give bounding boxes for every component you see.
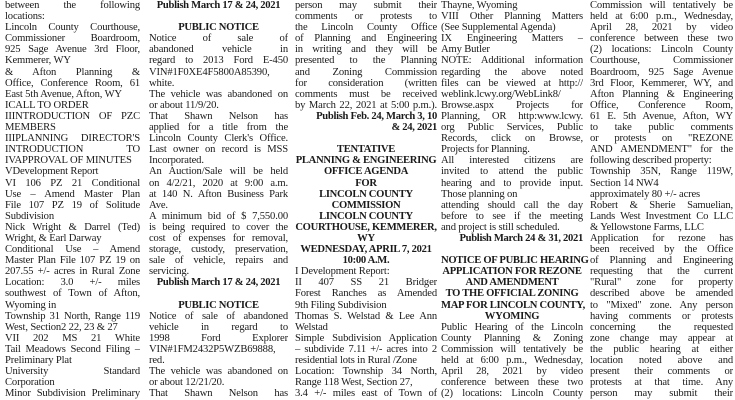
body-text-line: Records, click on Browse, xyxy=(441,133,583,145)
body-text-line: storage, custody, preservation, xyxy=(149,244,288,256)
newspaper-column-4 xyxy=(441,0,589,400)
body-text-line: regarding the above noted xyxy=(441,66,583,78)
body-text-line: and Zoning Commission xyxy=(295,66,437,78)
body-text-line: MEMBERS xyxy=(5,122,56,134)
body-text-line: location noted above and xyxy=(590,355,733,366)
body-text-line: (2) locations: Lincoln County xyxy=(441,388,583,400)
body-text-line: Ave. xyxy=(149,199,168,211)
body-text-line: Wright, & Earl Darway xyxy=(5,232,102,244)
body-text-line: 3rd Floor, Kemmerer, WY, and xyxy=(590,77,733,89)
heading-line: PUBLIC NOTICE xyxy=(178,299,259,311)
body-text-line: Wyoming in xyxy=(5,299,57,311)
body-text-line: VII 202 MS 21 White xyxy=(5,332,140,344)
body-text-line: – subdivide 7.11 +/- acres into 2 xyxy=(295,343,437,355)
body-text-line: the public hearing at either xyxy=(590,343,733,355)
body-text-line: Subdivision xyxy=(5,210,54,222)
heading-line: PLANNING & ENGINEERING xyxy=(295,155,437,167)
publish-date-line: Publish Feb. 24, March 3, 10 xyxy=(316,110,437,122)
heading-line: APPLICATION FOR REZONE xyxy=(442,266,582,278)
body-text-line: Section 14 NW4 xyxy=(590,177,659,189)
body-text-line: VIN#1FM2432P5WZB69888, xyxy=(149,343,276,355)
body-text-line: org Public Services, Public xyxy=(441,122,583,134)
body-text-line: Browse.aspx Projects for xyxy=(441,99,583,111)
blank-line xyxy=(441,244,583,255)
body-text-line: Lincoln County Courthouse, xyxy=(5,22,140,34)
body-text-line: VIII Other Planning Matters xyxy=(441,11,583,23)
body-text-line: in writing and they will be xyxy=(295,44,437,56)
body-text-line: All interested citizens are xyxy=(441,155,583,167)
body-text-line: Use – Amend Master Plan xyxy=(5,188,140,200)
body-text-line: to take public comments xyxy=(590,122,733,134)
body-text-line: sale of vehicle, repairs and xyxy=(149,255,288,267)
body-text-line: Location: Township 34 North, xyxy=(295,366,437,378)
body-text-line: IX Engineering Matters – xyxy=(441,33,583,45)
body-text-line: or about 11/9/20. xyxy=(149,99,219,111)
body-text-line: between the following xyxy=(5,0,140,11)
newspaper-column-5 xyxy=(590,0,733,399)
body-text-line: A minimum bid of $ 7,550.00 xyxy=(149,210,288,222)
body-text-line: VDevelopment Report xyxy=(5,166,99,178)
body-text-line: Last owner on record is MSS xyxy=(149,144,288,156)
body-text-line: Commissioner Boardroom, xyxy=(5,33,140,45)
heading-line: Publish March 17 & 24, 2021 xyxy=(156,277,281,289)
body-text-line: IIINTRODUCTION OF PZC xyxy=(5,110,140,122)
body-text-line: approximately 80 +/- acres xyxy=(590,188,701,200)
heading-line: NOTICE OF PUBLIC HEARING xyxy=(441,255,589,267)
body-text-line: of Planning and Engineering xyxy=(590,255,733,267)
body-text-line: cost of expenses for removal, xyxy=(149,232,288,244)
body-text-line: 207.55 +/- acres in Rural Zone xyxy=(5,266,140,278)
body-text-line: The vehicle was abandoned on xyxy=(149,366,288,378)
heading-line: TO THE OFFICIAL ZONING xyxy=(445,288,579,300)
heading-line: WYOMING xyxy=(484,310,540,322)
body-text-line: INTRODUCTION TO xyxy=(5,144,140,156)
body-text-line: Public Hearing of the Lincoln xyxy=(441,321,583,333)
body-text-line: 1998 Ford Explorer xyxy=(149,332,288,344)
body-text-line: before to see if the meeting xyxy=(441,210,583,222)
heading-line: Publish March 17 & 24, 2021 xyxy=(156,0,281,11)
body-text-line: The vehicle was abandoned on xyxy=(149,88,288,100)
heading-line: OFFICE AGENDA xyxy=(323,166,409,178)
heading-line: FOR xyxy=(355,177,377,189)
body-text-line: Nick Wright & Darrel (Ted) xyxy=(5,221,140,233)
body-text-line: Boardroom, 925 Sage Avenue xyxy=(590,66,733,78)
body-text-line: ICALL TO ORDER xyxy=(5,99,89,111)
body-text-line: I Development Report: xyxy=(295,266,390,278)
body-text-line: Township 35N, Range 119W, xyxy=(590,166,733,178)
heading-line: AND AMENDMENT xyxy=(465,277,559,289)
body-text-line: Minor Subdivision Preliminary xyxy=(5,388,140,400)
body-text-line: comments must be received xyxy=(295,88,437,100)
newspaper-column-3 xyxy=(295,0,437,399)
body-text-line: 925 Sage Avenue 3rd Floor, xyxy=(5,44,140,56)
body-text-line: at 140 N. Afton Business Park xyxy=(149,188,288,200)
body-text-line: hearing and to provide input. xyxy=(441,177,583,189)
body-text-line: Commission will tentatively be xyxy=(590,0,733,11)
newspaper-column-2 xyxy=(149,0,288,399)
heading-line: LINCOLN COUNTY xyxy=(319,210,413,222)
body-text-line: East 5th Avenue, Afton, WY xyxy=(5,88,122,100)
heading-line: WEDNESDAY, APRIL 7, 2021 xyxy=(300,244,432,256)
body-text-line: presented to the Planning xyxy=(295,55,437,67)
body-text-line: regard to 2013 Ford E-450 xyxy=(149,55,288,67)
body-text-line: applied for a title from the xyxy=(149,122,288,134)
body-text-line: present their comments or xyxy=(590,366,733,378)
body-text-line: Robert & Sherie Samuelian, xyxy=(590,199,733,211)
body-text-line: Township 31 North, Range 119 xyxy=(5,310,140,322)
body-text-line: locations: xyxy=(5,11,45,23)
body-text-line: Location: 3.0 +/- miles xyxy=(5,277,140,289)
publish-date-line: & 24, 2021 xyxy=(391,122,437,134)
body-text-line: red. xyxy=(149,355,165,366)
body-text-line: 9th Filing Subdivision xyxy=(295,299,387,311)
body-text-line: Forest Ranches as Amended xyxy=(295,288,437,300)
body-text-line: Lincoln County Clerk's Office. xyxy=(149,133,288,145)
body-text-line: conference between these two xyxy=(590,33,733,45)
body-text-line: by March 22, 2021 at 5:00 p.m.). xyxy=(295,99,437,111)
body-text-line: and project is still scheduled. xyxy=(441,221,560,233)
body-text-line: Simple Subdivision Application xyxy=(295,332,437,344)
body-text-line: invited to attend the public xyxy=(441,166,583,178)
body-text-line: Those planning on xyxy=(441,188,518,200)
body-text-line: attending should call the day xyxy=(441,199,583,211)
body-text-line: "Rural" zone for property xyxy=(590,277,733,289)
body-text-line: Office, Conference Room, xyxy=(590,99,733,111)
body-text-line: requesting that the current xyxy=(590,266,733,278)
body-text-line: (2) locations: Lincoln County xyxy=(590,44,733,56)
body-text-line: & Afton Planning & xyxy=(5,66,140,78)
body-text-line: is being required to cover the xyxy=(149,221,288,233)
body-text-line: Corporation xyxy=(5,377,55,389)
blank-line xyxy=(149,288,288,299)
publish-date-line: Publish March 24 & 31, 2021 xyxy=(459,232,583,244)
body-text-line: VI 106 PZ 21 Conditional xyxy=(5,177,140,189)
body-text-line: File 107 PZ 19 of Solitude xyxy=(5,199,140,211)
body-text-line: IVAPPROVAL OF MINUTES xyxy=(5,155,132,167)
body-text-line: April 28, 2021 by video xyxy=(441,366,583,378)
body-text-line: to "Mixed" zone. Any person xyxy=(590,299,733,311)
body-text-line: 61 E. 5th Avenue, Afton, WY xyxy=(590,110,733,122)
body-text-line: weblink.lcwy.org/WebLink8/ xyxy=(441,88,561,100)
body-text-line: held at 6:00 p.m., Wednesday, xyxy=(590,11,733,23)
body-text-line: comments or protests to xyxy=(295,11,437,23)
body-text-line: residential lots in Rural /Zone xyxy=(295,355,417,366)
body-text-line: protests at that time. Any xyxy=(590,377,733,389)
body-text-line: been received by the Office xyxy=(590,244,733,256)
body-text-line: Afton Planning & Engineering xyxy=(590,88,733,100)
body-text-line: concerning the requested xyxy=(590,321,733,333)
blank-line xyxy=(295,133,437,144)
body-text-line: Range 118 West, Section 27, xyxy=(295,377,413,389)
body-text-line: held at 6:00 p.m., Wednesday, xyxy=(441,355,583,366)
body-text-line: Tail Meadows Second Filing – xyxy=(5,343,140,355)
body-text-line: That Shawn Nelson has xyxy=(149,110,288,122)
body-text-line: Courthouse, Commissioner xyxy=(590,55,733,67)
body-text-line: IIIPLANNING DIRECTOR'S xyxy=(5,133,140,145)
body-text-line: servicing. xyxy=(149,266,189,278)
body-text-line: white. xyxy=(149,77,175,89)
body-text-line: Thayne, Wyoming xyxy=(441,0,518,11)
body-text-line: following described property: xyxy=(590,155,712,167)
heading-line: LINCOLN COUNTY xyxy=(319,188,413,200)
heading-line: TENTATIVE xyxy=(336,144,396,156)
body-text-line: abandoned vehicle in xyxy=(149,44,288,56)
body-text-line: Incorporated. xyxy=(149,155,204,167)
newspaper-column-1 xyxy=(5,0,140,399)
body-text-line: Notice of sale of xyxy=(149,33,288,45)
body-text-line: the Lincoln County Office xyxy=(295,22,437,34)
body-text-line: VIN#1F0XE4F5800A85390, xyxy=(149,66,270,78)
body-text-line: (See Supplemental Agenda) xyxy=(441,22,556,34)
body-text-line: Office, Conference Room, 61 xyxy=(5,77,140,89)
blank-line xyxy=(149,11,288,22)
body-text-line: or about 12/21/20. xyxy=(149,377,225,389)
heading-line: COMMISSION xyxy=(331,199,401,211)
body-text-line: An Auction/Sale will be held xyxy=(149,166,288,178)
body-text-line: Planning, OR http:www.lcwy. xyxy=(441,110,583,122)
body-text-line: files can be viewed at http:// xyxy=(441,77,583,89)
body-text-line: or protests on "REZONE xyxy=(590,133,733,145)
body-text-line: County Planning & Zoning xyxy=(441,332,583,344)
heading-line: 10:00 A.M. xyxy=(342,255,390,267)
body-text-line: AND AMENDMENT" for the xyxy=(590,144,733,156)
body-text-line: Commission will tentatively be xyxy=(441,343,583,355)
heading-line: PUBLIC NOTICE xyxy=(178,22,259,34)
body-text-line: West, Section2 22, 23 & 27 xyxy=(5,321,118,333)
body-text-line: II 407 SS 21 Bridger xyxy=(295,277,437,289)
body-text-line: person may submit their xyxy=(590,388,733,400)
body-text-line: Thomas S. Welstad & Lee Ann xyxy=(295,310,437,322)
body-text-line: Amy Butler xyxy=(441,44,490,56)
body-text-line: person may submit their xyxy=(295,0,437,11)
body-text-line: Application for rezone has xyxy=(590,232,733,244)
body-text-line: Kemmerer, WY xyxy=(5,55,71,67)
body-text-line: University Standard xyxy=(5,366,140,378)
body-text-line: on 4/2/21, 2020 at 9:00 a.m. xyxy=(149,177,288,189)
body-text-line: having comments or protests xyxy=(590,310,733,322)
body-text-line: Preliminary Plat xyxy=(5,355,72,366)
body-text-line: for consideration (written xyxy=(295,77,437,89)
heading-line: WY xyxy=(357,232,375,244)
heading-line: COURTHOUSE, KEMMERER, xyxy=(295,221,437,233)
body-text-line: NOTE: Additional information xyxy=(441,55,583,67)
body-text-line: vehicle in regard to xyxy=(149,321,288,333)
body-text-line: Lands West Investment Co LLC xyxy=(590,210,733,222)
body-text-line: Projects for Planning. xyxy=(441,144,530,156)
body-text-line: Welstad xyxy=(295,321,328,333)
body-text-line: That Shawn Nelson has xyxy=(149,388,288,400)
body-text-line: & Yellowstone Farms, LLC xyxy=(590,221,704,233)
body-text-line: southwest of Town of Afton, xyxy=(5,288,140,300)
body-text-line: Master Plan File 107 PZ 19 on xyxy=(5,255,140,267)
body-text-line: described above be amended xyxy=(590,288,733,300)
body-text-line: 3.4 +/- miles east of Town of xyxy=(295,388,437,400)
body-text-line: conference between these two xyxy=(441,377,583,389)
body-text-line: zone change may appear at xyxy=(590,332,733,344)
body-text-line: April 28, 2021 by video xyxy=(590,22,733,34)
heading-line: MAP FOR LINCOLN COUNTY, xyxy=(441,299,585,311)
body-text-line: of Planning and Engineering xyxy=(295,33,437,45)
body-text-line: Notice of sale of abandoned xyxy=(149,310,288,322)
body-text-line: Conditional Use – Amend xyxy=(5,244,140,256)
